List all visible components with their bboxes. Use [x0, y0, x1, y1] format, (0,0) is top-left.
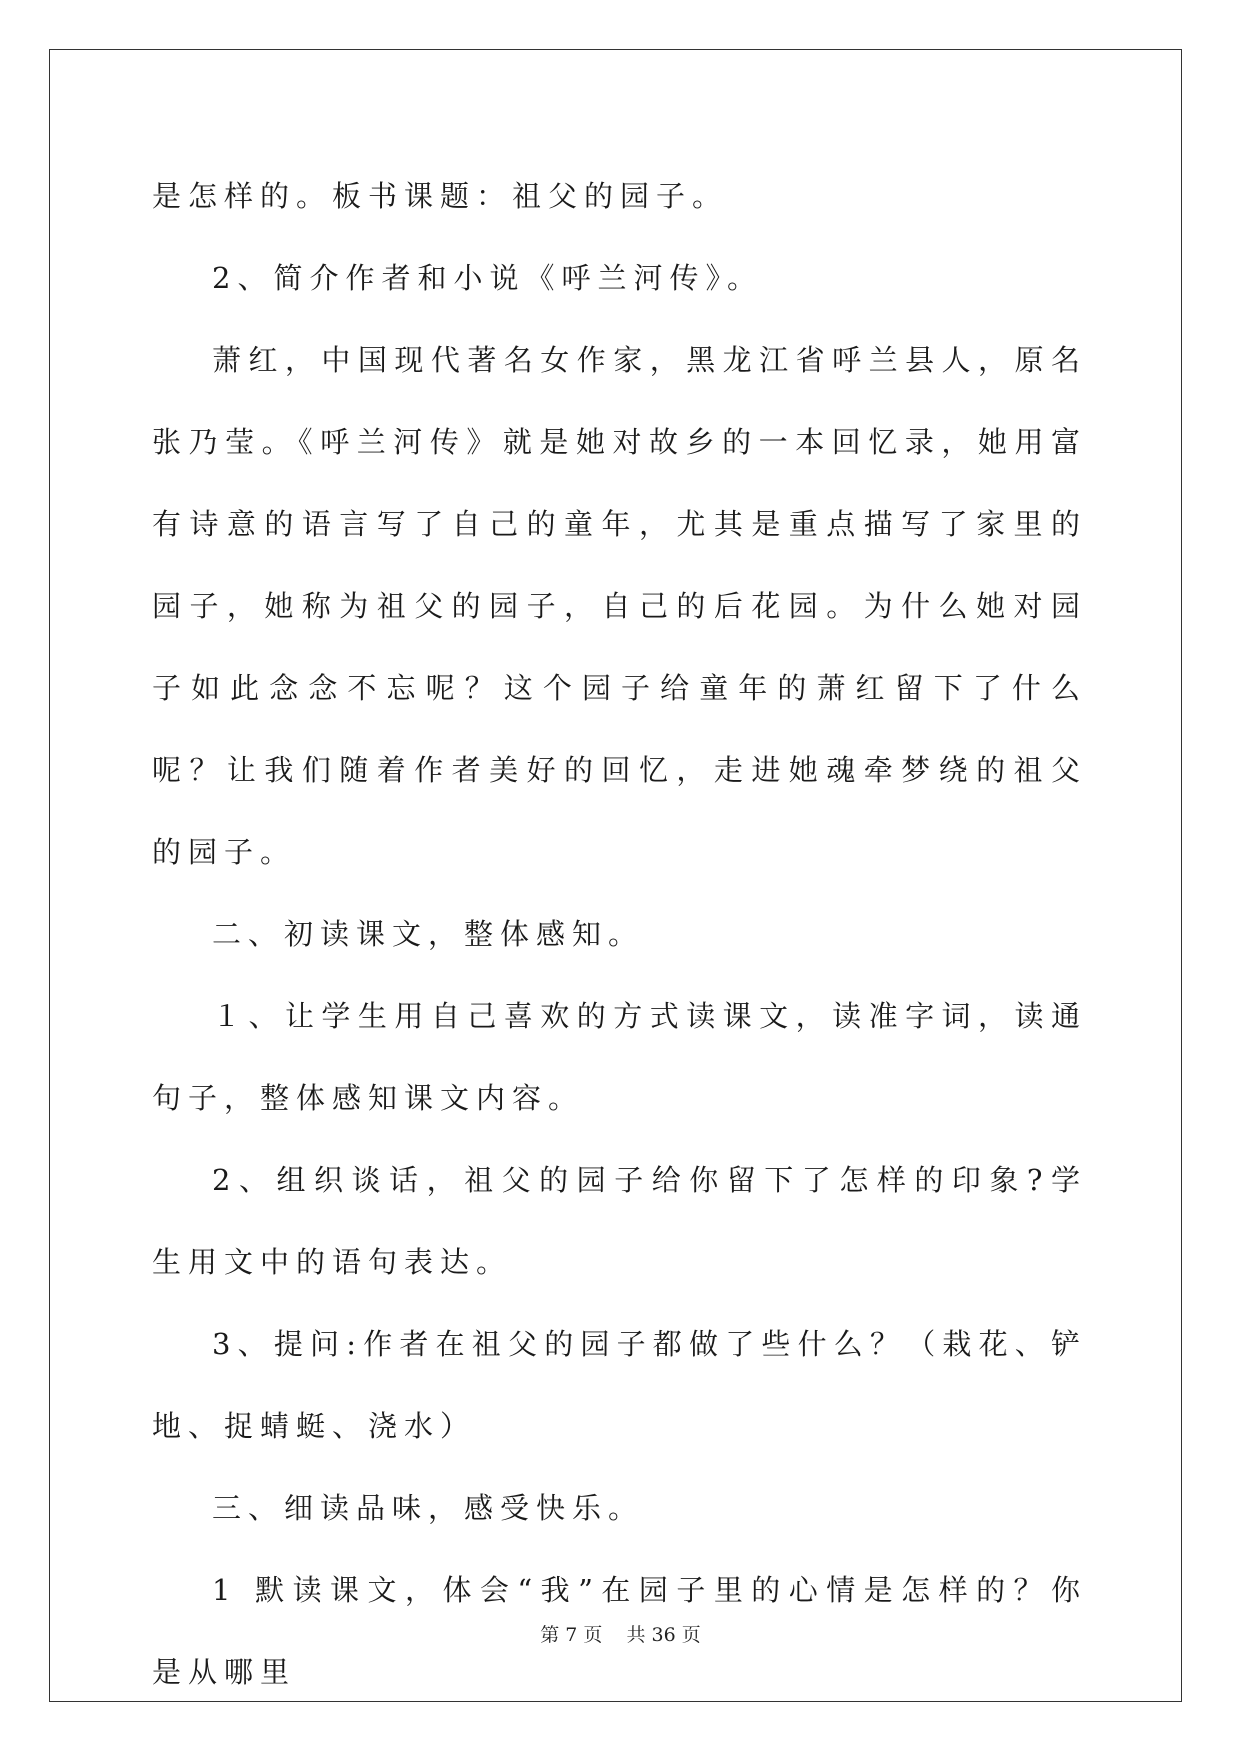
paragraph-continuation: 是怎样的。板书课题：祖父的园子。: [152, 179, 729, 213]
section-heading-close-reading: 三、细读品味，感受快乐。: [212, 1491, 645, 1525]
section-heading-first-reading: 二、初读课文，整体感知。: [212, 917, 645, 951]
paragraph-author-bio: 萧红，中国现代著名女作家，黑龙江省呼兰县人，原名张乃莹。《呼兰河传》就是她对故乡的一本回忆录，她用富有诗意的语言写了自己的童年，尤其是重点描写了家里的园子，她称为祖父的园子，自己的后花园。为什么她对园子如此念念不忘呢？这个园子给童年的萧红留下了什么呢？让我们随着作者美好的回忆，走进她魂牵梦绕的祖父的园子。: [152, 343, 1087, 869]
paragraph-author-intro-heading: 2、简介作者和小说《呼兰河传》。: [212, 261, 763, 295]
page-number: 第 7 页: [540, 1624, 603, 1646]
paragraph-reading-step-3: 3、提问:作者在祖父的园子都做了些什么？（栽花、铲地、捉蜻蜓、浇水）: [152, 1327, 1087, 1443]
page-footer: [0, 1620, 1241, 1647]
paragraph-reading-step-1: １、让学生用自己喜欢的方式读课文，读准字词，读通句子，整体感知课文内容。: [152, 999, 1087, 1115]
total-pages: 共 36 页: [626, 1624, 701, 1646]
paragraph-reading-step-2: 2、组织谈话，祖父的园子给你留下了怎样的印象?学生用文中的语句表达。: [152, 1163, 1087, 1279]
paragraph-close-reading-step-1: 1 默读课文，体会“我”在园子里的心情是怎样的？你是从哪里: [152, 1573, 1087, 1689]
document-body: [152, 155, 1087, 1713]
